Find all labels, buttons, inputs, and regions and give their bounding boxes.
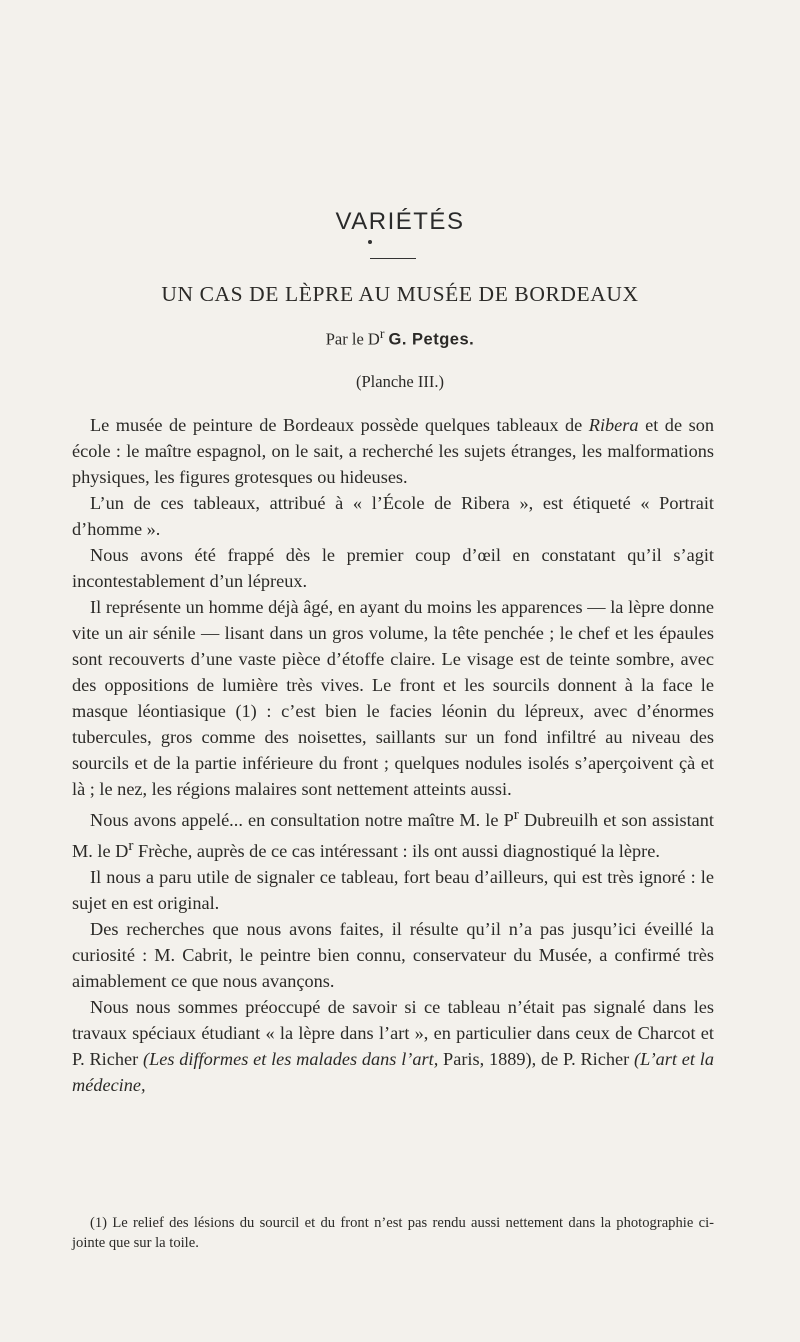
footnote-ref: (1) [235,701,257,721]
paragraph-6: Il nous a paru utile de signaler ce tableau, fort beau d’ailleurs, qui est très ignoré : le sujet en est original. [72,867,714,914]
byline [0,326,800,350]
article-body [72,412,714,1098]
section-title: VARIÉTÉS [335,208,465,235]
footnote-text: (1) Le relief des lésions du sourcil et du front n’est pas rendu aussi nettement dans la photographie ci-jointe que sur la toile. [72,1215,714,1251]
author-name: G. Petges. [388,330,475,349]
paragraph-2: L’un de ces tableaux, attribué à « l’École de Ribera », est étiqueté « Portrait d’homme ». [72,493,714,539]
ornament-dot [368,240,372,244]
article-title: UN CAS DE LÈPRE AU MUSÉE DE BORDEAUX [161,282,639,306]
title-rule [370,258,416,259]
byline-prefix: Par le D [325,329,380,349]
paragraph-1: Le musée de peinture de Bordeaux possède quelques tableaux de Ribera et de son école : le maître espagnol, on le sait, a recherché les sujets étranges, les malformations physiques, les figures grotesques ou hideuses. [72,415,714,487]
paragraph-5: Nous avons appelé... en consultation notre maître M. le $P^r$ Dubreuilh et son assistant M. le $D^r$ Frèche, auprès de ce cas intéressant : ils ont aussi diagnostiqué la lèpre. [72,806,714,862]
paragraph-4: Il représente un homme déjà âgé, en ayant du moins les apparences — la lèpre donne vite un air sénile — lisant dans un gros volume, la tête penchée ; le chef et les épaules sont recouverts d’une vaste pièce d’étoffe claire. Le visage est de teinte sombre, avec des oppositions de lumière très vives. Le front et les sourcils donnent à la face le masque léontiasique (1) : c’est bien le facies léonin du lépreux, avec d’énormes tubercules, gros comme des noisettes, saillants sur un fond infiltré au niveau des sourcils et de la partie inférieure du front ; quelques nodules isolés s’aperçoivent çà et là ; le nez, les régions malaires sont nettement atteints aussi. [72,597,714,799]
footnote [72,1213,714,1253]
ribera-italic: Ribera [588,415,639,435]
paragraph-3: Nous avons été frappé dès le premier coup d’œil en constatant qu’il s’agit incontestablement d’un lépreux. [72,545,714,591]
paragraph-8: Nous nous sommes préoccupé de savoir si ce tableau n’était pas signalé dans les travaux spéciaux étudiant « la lèpre dans l’art », en particulier dans ceux de Charcot et P. Richer (Les difformes et les malades dans l’art, Paris, 1889), de P. Richer (L’art et la médecine, [72,997,714,1096]
byline-sup: r [379,326,385,341]
plate-reference: (Planche III.) [356,372,444,391]
paragraph-7: Des recherches que nous avons faites, il résulte qu’il n’a pas jusqu’ici éveillé la curiosité : M. Cabrit, le peintre bien connu, conservateur du Musée, a confirmé très aimablement ce que nous avançons. [72,919,714,992]
